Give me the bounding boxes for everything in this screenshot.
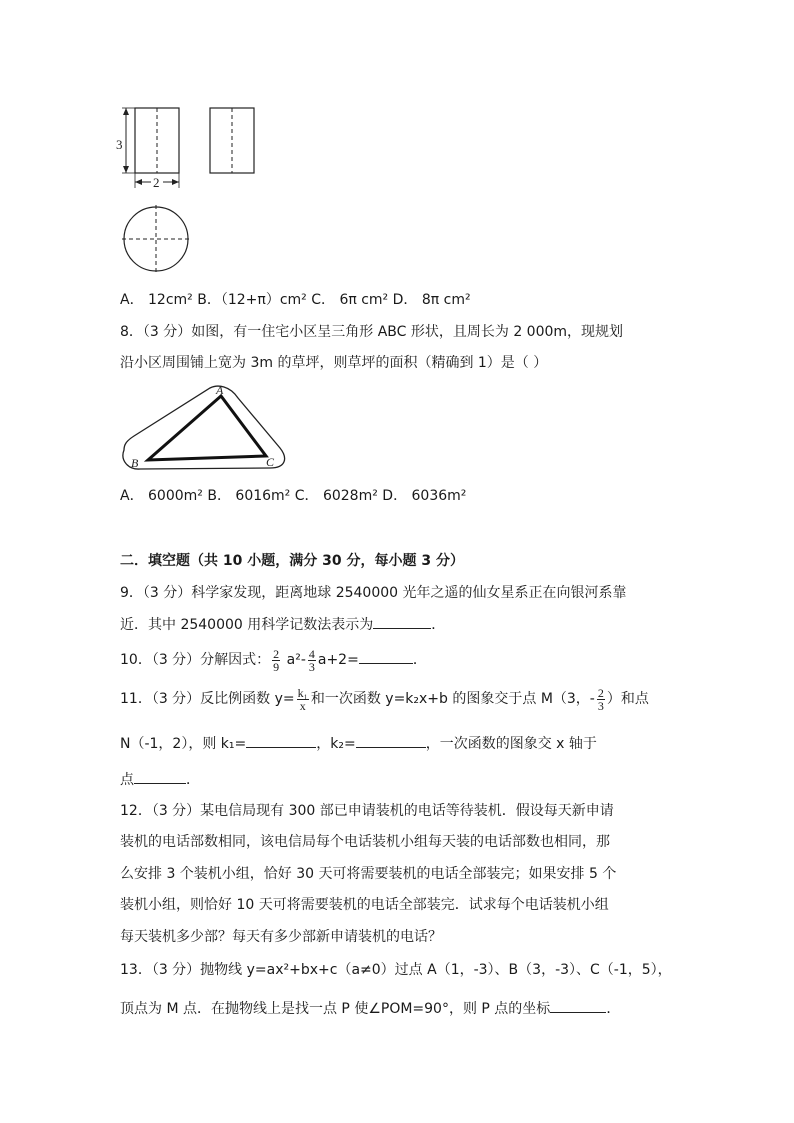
q11-frac-num: k₁ [297,685,308,700]
q10-frac2-num: 4 [308,646,315,661]
q9-line-2-text: 近．其中 2540000 用科学记数法表示为 [120,617,374,633]
q10-answer-blank[interactable] [359,649,413,664]
q11-frac-den: x [299,698,306,713]
q9-line-2 [120,614,445,635]
q11-fraction-k1-x [297,687,309,712]
q11-prefix: 11．（3 分）反比例函数 y= [120,691,295,707]
q11-fraction-2-3 [597,687,605,712]
q12-line-5: 每天装机多少部？每天有多少部新申请装机的电话？ [120,929,442,945]
vertex-a-label: A [216,383,224,397]
q13-line-2 [120,998,620,1019]
q9-line-2-end: ． [431,617,446,633]
q11-line-2-b: ，k₂= [316,736,356,752]
q11-line-3-end: ． [186,772,200,788]
q10-frac1-den: 9 [273,659,280,674]
q11-k1-blank[interactable] [246,733,316,748]
q8-line-1: 8．（3 分）如图，有一住宅小区呈三角形 ABC 形状，且周长为 2 000m，现规划 [120,324,624,340]
q10-prefix: 10．（3 分）分解因式： [120,652,271,668]
q10-end: ． [412,652,427,668]
three-views-figure [112,100,272,280]
q11-line-1 [120,684,649,714]
q8-options: A． 6000m² B． 6016m² C． 6028m² D． 6036m² [120,488,467,504]
triangle-lawn-figure [118,380,290,475]
q13-line-2-end: ． [606,1001,621,1017]
vertex-b-label: B [131,456,139,470]
q11-end: ）和点 [606,691,649,707]
q10-line [120,646,427,674]
q12-line-4: 装机小组，则恰好 10 天可将需要装机的电话全部装完．试求每个电话装机小组 [120,897,609,913]
q10-mid-2: a+2= [317,652,359,668]
q13-line-2-text: 顶点为 M 点．在抛物线上是找一点 P 使∠POM=90°，则 P 点的坐标 [120,1001,551,1017]
vertex-c-label: C [266,455,275,469]
q10-frac1-num: 2 [273,646,280,661]
q10-fraction-2 [308,648,316,673]
height-label: 3 [116,137,123,152]
triangle-abc [148,396,266,460]
width-label: 2 [153,175,160,190]
section-2-title: 二．填空题（共 10 小题，满分 30 分，每小题 3 分） [120,553,464,569]
q12-line-3: 么安排 3 个装机小组，恰好 30 天可将需要装机的电话全部装完；如果安排 5 个 [120,866,617,882]
q11-point-blank[interactable] [134,769,186,784]
q11-k2-blank[interactable] [356,733,426,748]
q11-line-2-a: N（-1，2），则 k₁= [120,736,247,752]
q11-mid: 和一次函数 y=k₂x+b 的图象交于点 M（3，- [310,691,595,707]
q11-line-3-pre: 点 [120,772,134,788]
q11-frac2-den: 3 [597,698,604,713]
q11-line-2 [120,733,597,754]
q10-frac2-den: 3 [308,659,315,674]
q11-line-3 [120,769,200,790]
q9-answer-blank[interactable] [373,614,431,629]
q13-answer-blank[interactable] [550,998,606,1013]
q12-line-1: 12．（3 分）某电信局现有 300 部已申请装机的电话等待装机．假设每天新申请 [120,803,614,819]
q9-line-1: 9．（3 分）科学家发现，距离地球 2540000 光年之遥的仙女星系正在向银河系靠 [120,585,627,601]
q11-frac2-num: 2 [597,685,604,700]
q13-line-1: 13．（3 分）抛物线 y=ax²+bx+c（a≠0）过点 A（1，-3）、B（3，-3）、C（-1，5）， [120,962,672,978]
q10-mid-1: a²- [282,652,306,668]
q8-line-2: 沿小区周围铺上宽为 3m 的草坪，则草坪的面积（精确到 1）是（ ） [120,355,548,371]
q7-options: A． 12cm² B．（12+π）cm² C． 6π cm² D． 8π cm² [120,292,471,308]
q10-fraction-1 [272,648,280,673]
q11-line-2-c: ，一次函数的图象交 x 轴于 [425,736,597,752]
q12-line-2: 装机的电话部数相同，该电信局每个电话装机小组每天装的电话部数也相同，那 [120,834,610,850]
